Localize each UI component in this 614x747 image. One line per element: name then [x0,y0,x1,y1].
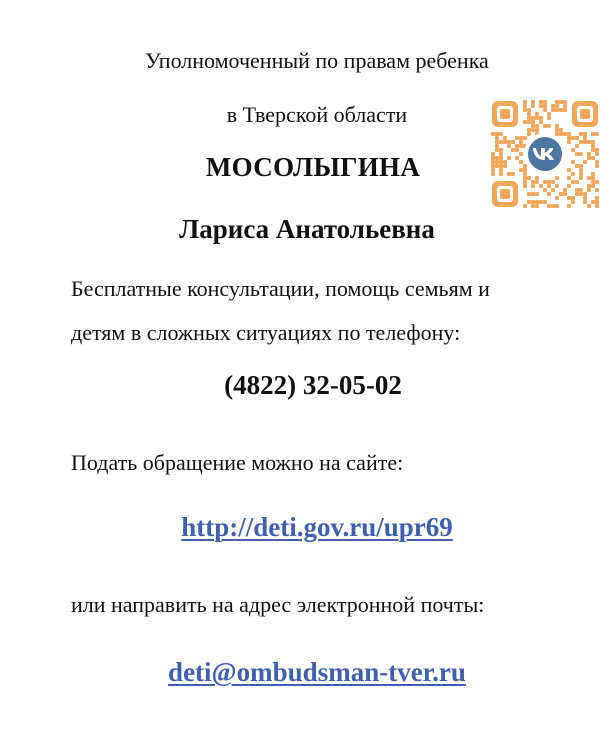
surname-heading: МОСОЛЫГИНА [205,152,421,182]
qr-finder-bottom-left [492,181,518,207]
vk-logo-icon [524,133,566,175]
ombudsman-title: Уполномоченный по правам ребенка [145,48,489,73]
qr-finder-top-left [492,101,518,127]
website-link[interactable]: http://deti.gov.ru/upr69 [181,512,453,542]
full-name-heading: Лариса Анатольевна [179,214,435,244]
website-intro-text: Подать обращение можно на сайте: [71,450,404,475]
email-intro-text: или направить на адрес электронной почты: [71,592,485,617]
email-link[interactable]: deti@ombudsman-tver.ru [168,657,466,687]
region-line: в Тверской области [226,102,408,127]
qr-finder-top-right [572,101,598,127]
phone-number: (4822) 32-05-02 [224,370,402,400]
website-link-line [10,512,614,543]
consultation-text-line-1: Бесплатные консультации, помощь семьям и [71,276,490,301]
qr-code[interactable] [490,99,600,209]
consultation-text-line-2: детям в сложных ситуациях по телефону: [71,320,461,345]
email-link-line [10,657,614,688]
